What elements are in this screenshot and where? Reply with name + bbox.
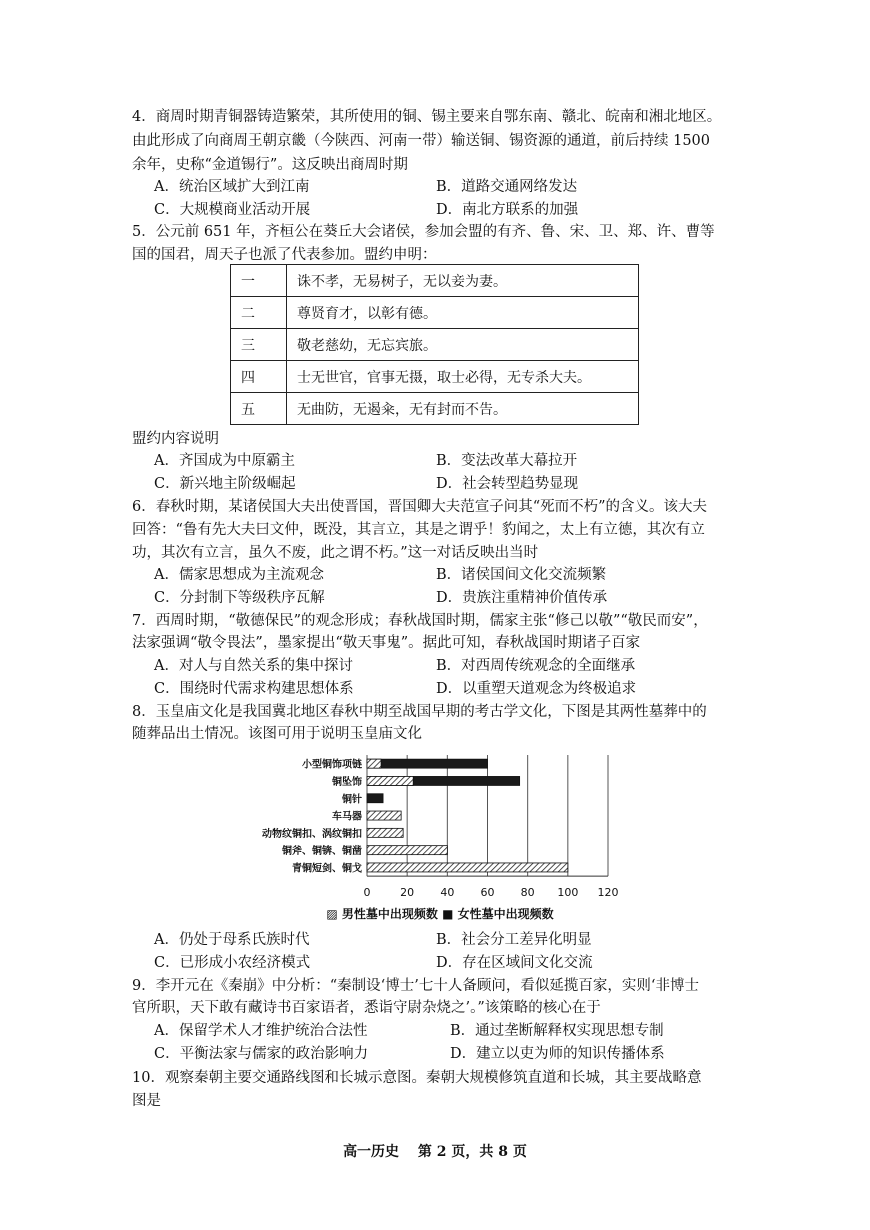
q4-option-d[interactable]: D．南北方联系的加强 xyxy=(436,202,579,218)
table-row xyxy=(231,297,639,329)
q6-option-d[interactable]: D．贵族注重精神价值传承 xyxy=(436,590,608,606)
chart-xtick-label: 40 xyxy=(440,886,455,900)
table-row xyxy=(231,361,639,393)
page-footer: 高一历史 第 2 页，共 8 页 xyxy=(343,1144,527,1160)
chart-xtick-label: 60 xyxy=(480,886,495,900)
chart-bar-female xyxy=(367,759,488,768)
pact-item-number: 五 xyxy=(231,393,287,425)
q8-burial-goods-chart xyxy=(0,745,870,925)
q4-option-c[interactable]: C．大规模商业活动开展 xyxy=(154,202,311,218)
q4-option-b[interactable]: B．道路交通网络发达 xyxy=(436,179,578,195)
q9-option-c[interactable]: C．平衡法家与儒家的政治影响力 xyxy=(154,1046,369,1062)
q7-stem-line-2: 法家强调“敬令畏法”，墨家提出“敬天事鬼”。据此可知，春秋战国时期诸子百家 xyxy=(132,635,641,651)
q10-stem-line-1: 10．观察秦朝主要交通路线图和长城示意图。秦朝大规模修筑直道和长城，其主要战略意 xyxy=(132,1070,702,1086)
pact-item-text: 士无世官，官事无摄，取士必得，无专杀大夫。 xyxy=(287,361,639,393)
q4-stem-line-2: 由此形成了向商周王朝京畿（今陕西、河南一带）输送铜、锡资源的通道，前后持续 1500 xyxy=(132,133,711,149)
chart-xtick-label: 120 xyxy=(597,886,619,900)
q8-option-c[interactable]: C．已形成小农经济模式 xyxy=(154,955,311,971)
chart-bar-male xyxy=(367,759,381,768)
pact-item-text: 无曲防，无遏籴，无有封而不告。 xyxy=(287,393,639,425)
pact-item-number: 一 xyxy=(231,265,287,297)
q4-option-a[interactable]: A．统治区域扩大到江南 xyxy=(154,179,310,195)
table-row xyxy=(231,265,639,297)
chart-category-label: 动物纹铜扣、涡纹铜扣 xyxy=(262,828,362,840)
q6-stem-line-2: 回答：“鲁有先大夫曰文仲，既没，其言立，其是之谓乎！豹闻之，太上有立德，其次有立 xyxy=(132,522,705,538)
q7-stem-line-1: 7．西周时期，“敬德保民”的观念形成；春秋战国时期，儒家主张“修己以敬”“敬民而安”， xyxy=(132,613,708,629)
q7-option-d[interactable]: D．以重塑天道观念为终极追求 xyxy=(436,681,637,697)
pact-item-text: 敬老慈幼，无忘宾旅。 xyxy=(287,329,639,361)
q6-stem-line-3: 功，其次有立言，虽久不废，此之谓不朽。”这一对话反映出当时 xyxy=(132,545,539,561)
q9-stem-line-1: 9．李开元在《秦崩》中分析：“秦制设‘博士’七十人备顾问，看似延揽百家，实则‘非博士 xyxy=(132,978,699,994)
chart-category-label: 车马器 xyxy=(332,811,362,823)
q4-stem-line-1: 4．商周时期青铜器铸造繁荣，其所使用的铜、锡主要来自鄂东南、赣北、皖南和湘北地区。 xyxy=(132,109,722,125)
q10-stem-line-2: 图是 xyxy=(132,1093,161,1109)
q4-stem-line-3: 余年，史称“金道锡行”。这反映出商周时期 xyxy=(132,157,408,173)
q5-stem-line-2: 国的国君，周天子也派了代表参加。盟约申明： xyxy=(132,247,437,263)
q5-stem-end: 盟约内容说明 xyxy=(132,431,219,447)
q6-option-b[interactable]: B．诸侯国间文化交流频繁 xyxy=(436,567,607,583)
chart-category-label: 铜坠饰 xyxy=(332,776,362,788)
q5-pact-table xyxy=(230,264,639,425)
chart-xtick-label: 0 xyxy=(363,886,371,900)
q9-option-d[interactable]: D．建立以吏为师的知识传播体系 xyxy=(450,1046,665,1062)
chart-category-label: 铜斧、铜锛、铜凿 xyxy=(282,846,362,858)
chart-category-label: 小型铜饰项链 xyxy=(302,759,362,771)
q8-option-b[interactable]: B．社会分工差异化明显 xyxy=(436,932,592,948)
q5-option-a[interactable]: A．齐国成为中原霸主 xyxy=(154,453,295,469)
q5-option-d[interactable]: D．社会转型趋势显现 xyxy=(436,476,579,492)
q5-option-c[interactable]: C．新兴地主阶级崛起 xyxy=(154,476,296,492)
q7-option-a[interactable]: A．对人与自然关系的集中探讨 xyxy=(154,658,353,674)
chart-category-label: 铜针 xyxy=(342,794,362,806)
q8-option-a[interactable]: A．仍处于母系氏族时代 xyxy=(154,932,310,948)
q8-option-d[interactable]: D．存在区域间文化交流 xyxy=(436,955,593,971)
chart-bar-male xyxy=(367,863,568,872)
q7-option-b[interactable]: B．对西周传统观念的全面继承 xyxy=(436,658,636,674)
q9-option-a[interactable]: A．保留学术人才维护统治合法性 xyxy=(154,1023,368,1039)
chart-xtick-label: 80 xyxy=(520,886,535,900)
pact-item-number: 四 xyxy=(231,361,287,393)
chart-bar-male xyxy=(367,811,401,820)
chart-category-label: 青铜短剑、铜戈 xyxy=(292,863,362,875)
chart-xtick-label: 20 xyxy=(400,886,415,900)
pact-item-text: 尊贤育才，以彰有德。 xyxy=(287,297,639,329)
q5-option-b[interactable]: B．变法改革大幕拉开 xyxy=(436,453,578,469)
q8-stem-line-1: 8．玉皇庙文化是我国冀北地区春秋中期至战国早期的考古学文化，下图是其两性墓葬中的 xyxy=(132,704,707,720)
pact-item-number: 二 xyxy=(231,297,287,329)
chart-bar-male xyxy=(367,828,403,837)
pact-item-text: 诛不孝，无易树子，无以妾为妻。 xyxy=(287,265,639,297)
q8-stem-line-2: 随葬品出土情况。该图可用于说明玉皇庙文化 xyxy=(132,726,422,742)
chart-xtick-label: 100 xyxy=(557,886,579,900)
chart-bar-female xyxy=(367,794,383,803)
q5-stem-line-1: 5．公元前 651 年，齐桓公在葵丘大会诸侯，参加会盟的有齐、鲁、宋、卫、郑、许、曹等 xyxy=(132,224,715,240)
q9-stem-line-2: 官所职，天下敢有藏诗书百家语者，悉诣守尉杂烧之’。”该策略的核心在于 xyxy=(132,1000,601,1016)
q6-option-c[interactable]: C．分封制下等级秩序瓦解 xyxy=(154,590,325,606)
q6-stem-line-1: 6．春秋时期，某诸侯国大夫出使晋国，晋国卿大夫范宣子问其“死而不朽”的含义。该大夫 xyxy=(132,499,708,515)
table-row xyxy=(231,329,639,361)
table-row xyxy=(231,393,639,425)
q6-option-a[interactable]: A．儒家思想成为主流观念 xyxy=(154,567,324,583)
pact-item-number: 三 xyxy=(231,329,287,361)
q7-option-c[interactable]: C．围绕时代需求构建思想体系 xyxy=(154,681,354,697)
q9-option-b[interactable]: B．通过垄断解释权实现思想专制 xyxy=(450,1023,664,1039)
chart-legend: ▨ 男性墓中出现频数 ■ 女性墓中出现频数 xyxy=(326,907,554,921)
chart-bar-male xyxy=(367,846,447,855)
chart-bar-male xyxy=(367,776,413,785)
